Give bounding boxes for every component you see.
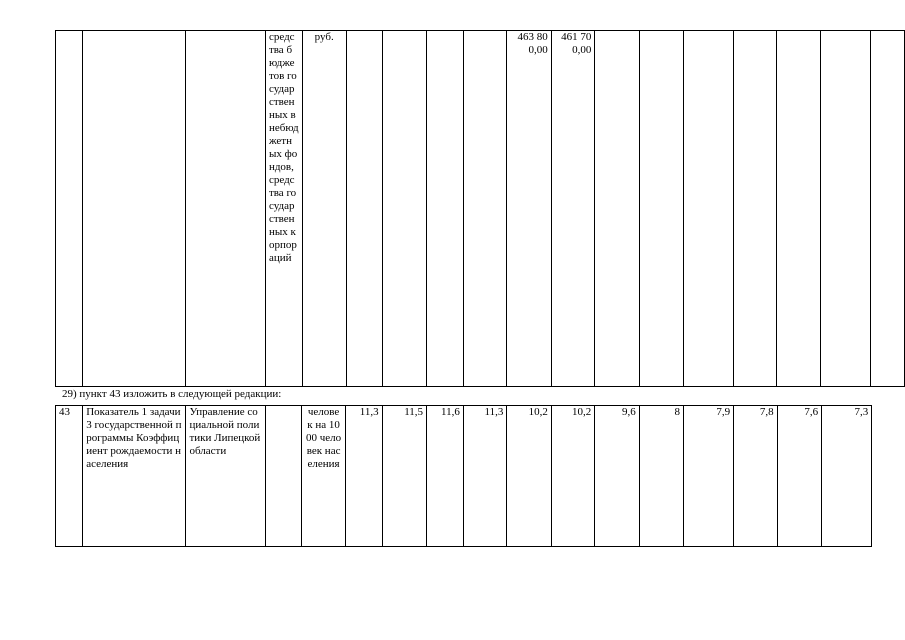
cell-value-5: 463 800,00 (507, 31, 552, 387)
table-row (56, 31, 905, 387)
cell-funding-source: средства бюджетов государственных внебюджетных фондов, средства государственных корпораций (265, 31, 302, 387)
indicator-43-table (55, 405, 905, 547)
cell-executor: Управление социальной политики Липецкой области (186, 406, 266, 547)
amendment-text: 29) пункт 43 изложить в следующей редакции: (62, 388, 282, 400)
cell-value-9 (683, 31, 733, 387)
cell-value-11: 7,6 (777, 406, 821, 547)
cell-executor (186, 31, 266, 387)
cell-value-1: 11,3 (345, 406, 382, 547)
cell-value-10 (733, 31, 776, 387)
cell-name: Показатель 1 задачи 3 государственной программы Коэффициент рождаемости населения (83, 406, 186, 547)
cell-value-11 (777, 31, 821, 387)
table-row (56, 406, 905, 547)
cell-unit: руб. (302, 31, 346, 387)
cell-value-2: 11,5 (382, 406, 426, 547)
cell-value-10: 7,8 (734, 406, 777, 547)
cell-value-6: 10,2 (551, 406, 594, 547)
previous-table-row (55, 30, 905, 387)
cell-value-8: 8 (639, 406, 683, 547)
cell-value-12 (821, 31, 871, 387)
cell-value-7: 9,6 (595, 406, 639, 547)
cell-number (56, 31, 83, 387)
cell-value-4 (463, 31, 506, 387)
cell-number: 43 (56, 406, 83, 547)
cell-value-9: 7,9 (684, 406, 734, 547)
cell-value-1 (346, 31, 383, 387)
cell-value-2 (383, 31, 427, 387)
cell-value-4: 11,3 (463, 406, 506, 547)
cell-value-13 (871, 31, 905, 387)
cell-value-3: 11,6 (427, 406, 464, 547)
cell-value-5: 10,2 (507, 406, 551, 547)
cell-value-3 (427, 31, 464, 387)
cell-name (83, 31, 186, 387)
cell-value-12: 7,3 (822, 406, 872, 547)
cell-empty (265, 406, 301, 547)
cell-value-6: 461 700,00 (551, 31, 595, 387)
cell-value-7 (595, 31, 639, 387)
cell-value-8 (639, 31, 683, 387)
cell-unit: человек на 1000 человек населения (302, 406, 345, 547)
